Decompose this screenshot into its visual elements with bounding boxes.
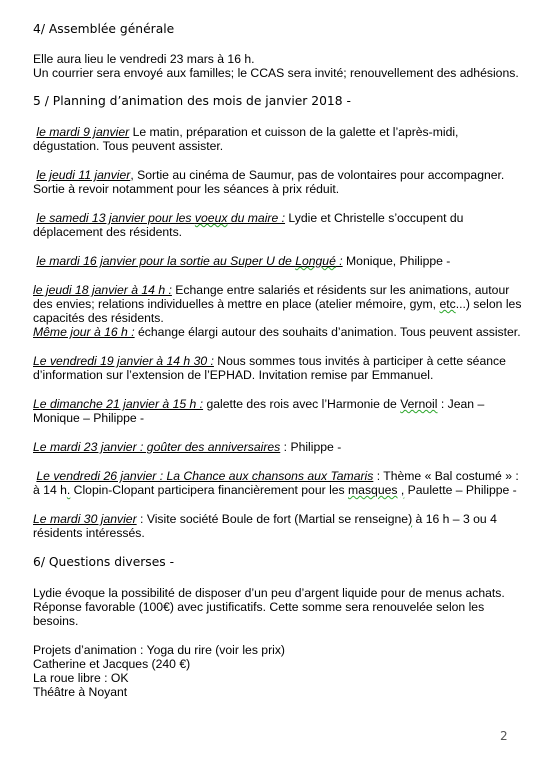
event-10-text-a: : Visite société Boule de fort (Martial se renseigne	[136, 512, 409, 526]
section-6-title: 6/ Questions diverses -	[33, 555, 175, 569]
event-5b-text: échange élargi autour des souhaits d’animation. Tous peuvent assister.	[134, 325, 521, 339]
event-1-text: Le matin, préparation et cuisson de la galette et l’après-midi, dégustation. Tous peuvent assister.	[33, 125, 459, 153]
event-9-text-c: Clopin-Clopant participera financièrement pour les	[70, 483, 349, 497]
event-10-date: Le mardi 30 janvier	[33, 512, 137, 526]
event-7	[33, 397, 523, 425]
event-5-date: le jeudi 18 janvier à 14 h :	[33, 283, 172, 297]
event-5-text-c: ...) selon les capacités des résidents.	[33, 297, 522, 325]
event-9-text-f: ,	[400, 483, 405, 497]
event-5b	[33, 325, 523, 339]
event-7-text-b: Vernoil	[400, 397, 438, 411]
event-9-text-b: .	[66, 483, 71, 497]
event-1	[33, 125, 523, 153]
event-3-text: Lydie et Christelle s’occupent du déplacement des résidents.	[33, 211, 464, 239]
event-2-date: le jeudi 11 janvier	[36, 168, 131, 182]
event-9-text-d: masques	[348, 483, 398, 497]
event-3-date-b: voeux	[194, 211, 228, 225]
event-10-text-b: )	[408, 512, 413, 526]
event-3-date	[36, 211, 285, 225]
project-3: La roue libre : OK	[33, 671, 129, 685]
event-8-text: : Philippe -	[280, 440, 342, 454]
event-6-date: Le vendredi 19 janvier à 14 h 30 :	[33, 354, 214, 368]
project-1: Projets d’animation : Yoga du rire (voir les prix)	[33, 643, 285, 657]
event-7-date: Le dimanche 21 janvier à 15 h :	[33, 397, 204, 411]
event-9-text-g: Paulette – Philippe -	[404, 483, 517, 497]
s4-line-1: Elle aura lieu le vendredi 23 mars à 16 h.	[33, 52, 255, 66]
project-2: Catherine et Jacques (240 €)	[33, 657, 191, 671]
event-3-date-c: du maire :	[227, 211, 286, 225]
page-number: 2	[500, 729, 508, 743]
event-5-text-a: Echange entre salariés et résidents sur les animations, autour des envies; relations individuelles à mettre en place (atelier mémoire, gym,	[33, 283, 510, 311]
event-1-date: le mardi 9 janvier	[36, 125, 130, 139]
event-8-date: Le mardi 23 janvier : goûter des anniversaires	[33, 440, 281, 454]
event-9-text-a: : Thème « Bal costumé » : à 14 h	[33, 469, 519, 497]
event-8	[33, 440, 523, 454]
event-4	[33, 254, 523, 268]
event-5-text-b: etc	[439, 297, 456, 311]
event-4-date-a: le mardi 16 janvier pour la sortie au Super U de	[36, 254, 296, 268]
section-5-title: 5 / Planning d’animation des mois de janvier 2018 -	[33, 94, 351, 108]
event-9	[33, 469, 523, 497]
event-4-date	[36, 254, 342, 268]
event-7-text-c: : Jean – Monique – Philippe -	[33, 397, 485, 425]
event-6	[33, 354, 523, 382]
question-1: Lydie évoque la possibilité de disposer d’un peu d’argent liquide pour de menus achats. Réponse favorable (100€) avec justificatifs. Cette somme sera renouvelée selon les besoins.	[33, 586, 505, 628]
event-2	[33, 168, 523, 196]
event-6-text: Nous sommes tous invités à participer à cette séance d’information sur l’extension de l’EPHAD. Invitation remise par Emmanuel.	[33, 354, 506, 382]
event-5b-date: Même jour à 16 h :	[33, 325, 135, 339]
event-10-text-c: à 16 h – 3 ou 4 résidents intéressés.	[33, 512, 497, 540]
s4-line-2: Un courrier sera envoyé aux familles; le CCAS sera invité; renouvellement des adhésions.	[33, 66, 519, 80]
event-4-date-b: Longué	[295, 254, 336, 268]
event-10	[33, 512, 523, 540]
event-9-date: Le vendredi 26 janvier : La Chance aux chansons aux Tamaris	[36, 469, 374, 483]
event-7-text-a: galette des rois avec l’Harmonie de	[203, 397, 401, 411]
section-4-title: 4/ Assemblée générale	[33, 22, 175, 36]
event-3-date-a: le samedi 13 janvier pour les	[36, 211, 195, 225]
event-4-text: Monique, Philippe -	[342, 254, 451, 268]
event-3	[33, 211, 523, 239]
project-4: Théâtre à Noyant	[33, 685, 128, 699]
document-page	[33, 22, 523, 699]
event-5	[33, 283, 523, 325]
event-4-date-c: :	[335, 254, 343, 268]
event-2-text: , Sortie au cinéma de Saumur, pas de volontaires pour accompagner. Sortie à revoir notamment pour les séances à prix réduit.	[33, 168, 505, 196]
